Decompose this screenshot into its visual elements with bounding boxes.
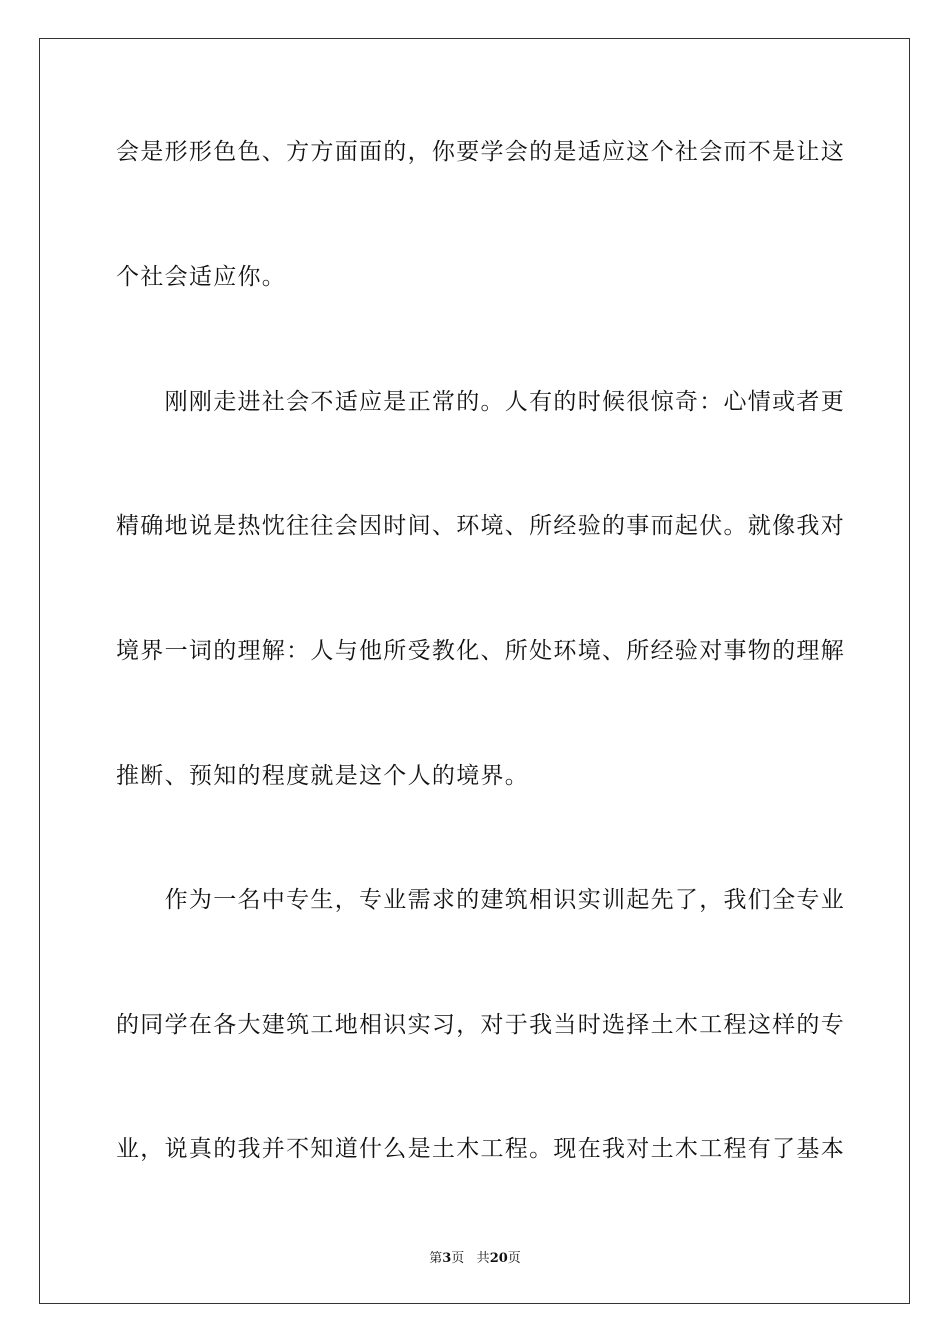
page-footer (0, 1247, 950, 1266)
body-text-line: 精确地说是热忱往往会因时间、环境、所经验的事而起伏。就像我对 (116, 513, 845, 539)
body-text-line: 的同学在各大建筑工地相识实习，对于我当时选择土木工程这样的专 (116, 1012, 845, 1038)
body-text-line: 业，说真的我并不知道什么是土木工程。现在我对土木工程有了基本 (116, 1136, 845, 1162)
total-suffix: 页 (507, 1251, 521, 1266)
body-text-line: 推断、预知的程度就是这个人的境界。 (116, 763, 530, 789)
page-prefix: 第 (429, 1251, 443, 1266)
body-text-line: 刚刚走进社会不适应是正常的。人有的时候很惊奇：心情或者更 (116, 389, 845, 415)
body-text-line: 作为一名中专生，专业需求的建筑相识实训起先了，我们全专业 (116, 887, 845, 913)
body-text-line: 境界一词的理解：人与他所受教化、所处环境、所经验对事物的理解 (116, 638, 845, 664)
page-suffix: 页 (451, 1251, 465, 1266)
body-text-line: 会是形形色色、方方面面的，你要学会的是适应这个社会而不是让这 (116, 139, 845, 165)
page-frame (39, 38, 910, 1304)
total-prefix: 共 (476, 1251, 490, 1266)
body-text-line: 个社会适应你。 (116, 264, 287, 290)
page-number: 3 (442, 1251, 452, 1266)
total-pages: 20 (489, 1251, 508, 1266)
